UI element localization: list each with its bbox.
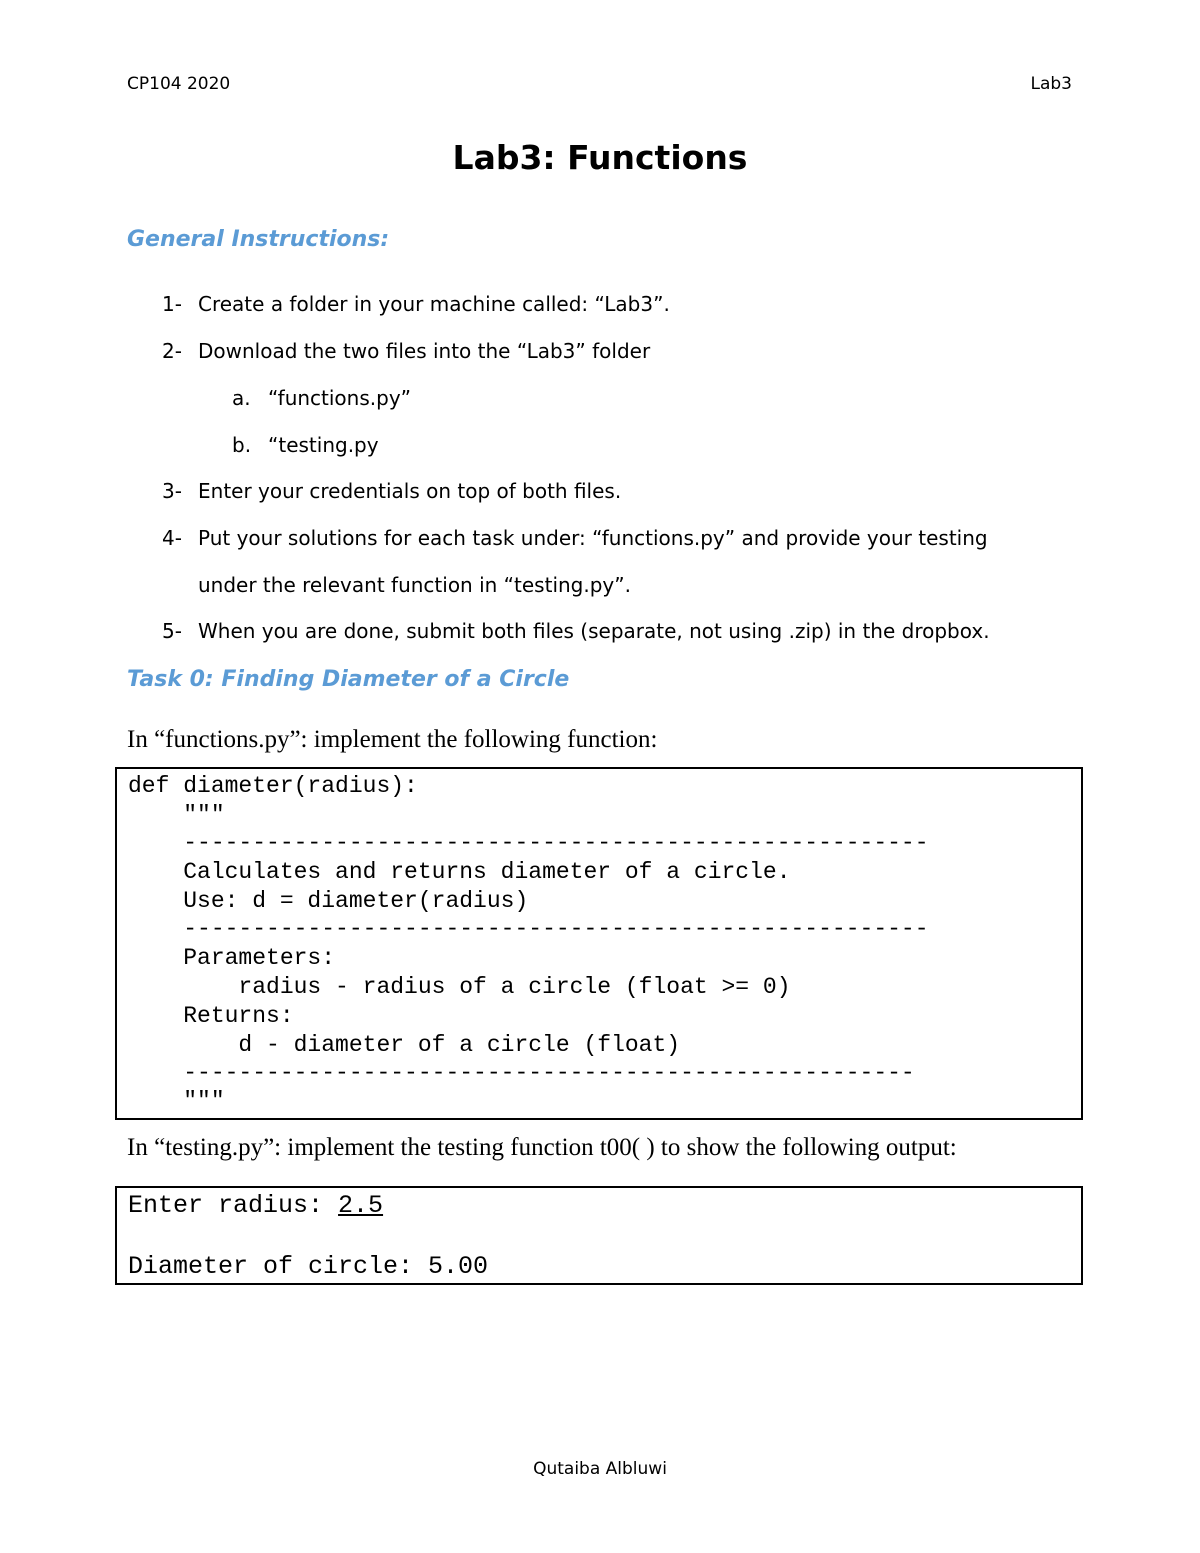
output-prompt: Enter radius: <box>128 1191 339 1220</box>
page-title: Lab3: Functions <box>452 138 748 177</box>
code-line: Use: d = diameter(radius) <box>128 888 529 914</box>
code-line: Calculates and returns diameter of a circle. <box>128 859 791 885</box>
instruction-number: 1- <box>162 292 182 316</box>
instruction-text: Put your solutions for each task under: “functions.py” and provide your testing <box>198 526 988 550</box>
instruction-text: Download the two files into the “Lab3” folder <box>198 339 651 363</box>
page-footer: Qutaiba Albluwi <box>533 1459 667 1479</box>
output-input-value: 2.5 <box>338 1191 384 1220</box>
output-box <box>115 1186 1083 1285</box>
instruction-sub-letter: b. <box>232 433 252 457</box>
code-line: radius - radius of a circle (float >= 0) <box>128 974 791 1000</box>
page-header-right: Lab3 <box>1030 74 1072 94</box>
task0-heading: Task 0: Finding Diameter of a Circle <box>127 667 570 692</box>
function-code-box <box>115 767 1083 1120</box>
page-header-left: CP104 2020 <box>127 74 231 94</box>
general-instructions-heading: General Instructions: <box>127 227 390 252</box>
instruction-number: 4- <box>162 526 182 550</box>
code-line: Parameters: <box>128 945 336 971</box>
output-prompt-line <box>128 1191 383 1221</box>
instruction-text: When you are done, submit both files (separate, not using .zip) in the dropbox. <box>198 619 990 643</box>
instruction-number: 3- <box>162 479 182 503</box>
code-line: ------------------------------------------------------ <box>128 916 929 942</box>
instruction-text: Create a folder in your machine called: “Lab3”. <box>198 292 670 316</box>
code-line: def diameter(radius): <box>128 773 418 799</box>
instruction-text: under the relevant function in “testing.py”. <box>198 573 631 597</box>
instruction-text: Enter your credentials on top of both files. <box>198 479 622 503</box>
output-result-line: Diameter of circle: 5.00 <box>128 1252 489 1281</box>
instruction-sub-text: “functions.py” <box>268 386 412 410</box>
instruction-sub-text: “testing.py <box>268 433 379 457</box>
code-line: """ <box>128 802 225 828</box>
code-line: ------------------------------------------------------ <box>128 830 929 856</box>
code-line: d - diameter of a circle (float) <box>128 1032 681 1058</box>
code-line: Returns: <box>128 1003 294 1029</box>
functions-intro-text: In “functions.py”: implement the following function: <box>127 726 658 753</box>
instruction-number: 2- <box>162 339 182 363</box>
instruction-sub-letter: a. <box>232 386 251 410</box>
code-line: """ <box>128 1088 225 1114</box>
testing-intro-text: In “testing.py”: implement the testing function t00( ) to show the following output: <box>127 1134 957 1161</box>
instruction-number: 5- <box>162 619 182 643</box>
code-line: ----------------------------------------------------- <box>128 1060 915 1086</box>
